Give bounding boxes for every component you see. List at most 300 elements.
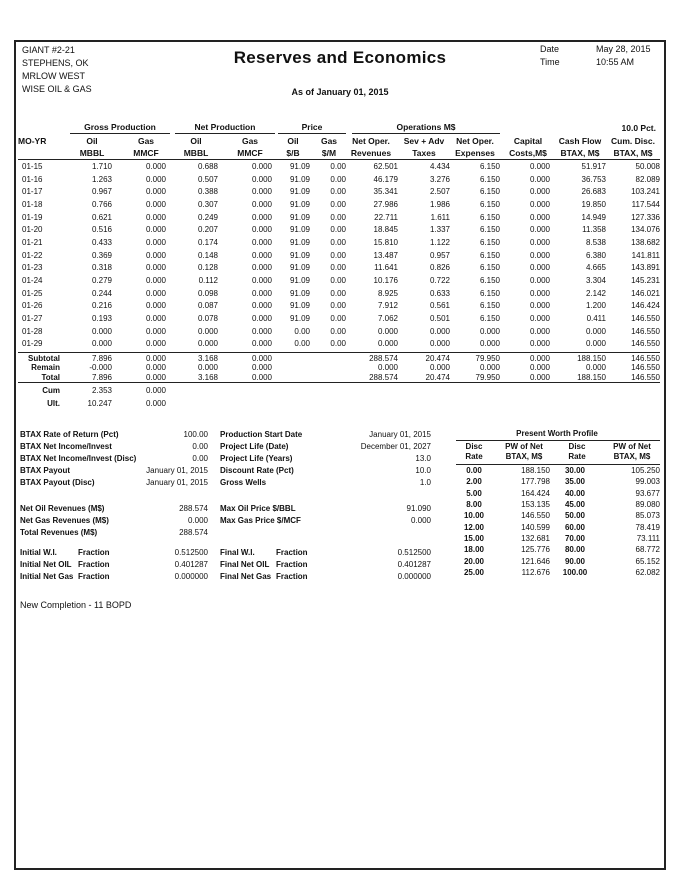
total-row	[20, 373, 660, 382]
cell: 0.621	[91, 212, 112, 222]
cell: 0.000	[529, 372, 550, 382]
column-header-line: Oil	[190, 136, 202, 146]
cell: 0.000	[251, 199, 272, 209]
cell: 0.000	[529, 250, 550, 260]
cell: 62.501	[373, 161, 398, 171]
cell: Cum	[42, 385, 60, 395]
cell: 0.957	[429, 250, 450, 260]
cell: 01-24	[22, 276, 43, 286]
cell: 146.550	[631, 354, 660, 364]
cell: 89.080	[635, 500, 660, 510]
summary-value: December 01, 2027	[360, 442, 431, 451]
cell: 146.550	[631, 363, 660, 373]
cell: 70.00	[564, 533, 586, 543]
cell: 146.550	[631, 372, 660, 382]
cell: 0.00	[294, 339, 310, 349]
cell: 6.150	[479, 187, 500, 197]
col-price-oil	[278, 135, 308, 159]
cell: 0.000	[145, 263, 166, 273]
cell: 15.810	[373, 237, 398, 247]
column-header-line: Disc	[568, 442, 586, 451]
summary-value: 288.574	[179, 504, 208, 513]
cell: 1.611	[430, 212, 450, 222]
table-row	[20, 338, 660, 351]
column-header-line: Gas	[137, 136, 155, 146]
cell: 0.216	[91, 301, 112, 311]
field-name: MRLOW WEST	[22, 71, 85, 81]
cell: 0.00	[330, 301, 346, 311]
cell: 0.000	[145, 199, 166, 209]
column-header-line: Revenues	[350, 148, 392, 158]
cell: 0.000	[251, 187, 272, 197]
cell	[310, 363, 346, 372]
group-discount-pct: 10.0 Pct.	[621, 123, 656, 133]
column-header-line: $/M	[321, 148, 337, 158]
summary-label: BTAX Payout (Disc)	[20, 478, 95, 487]
final-interest-label: Final W.I.	[220, 548, 255, 557]
final-interest-value: 0.000000	[397, 572, 431, 581]
cell: 0.000	[251, 225, 272, 235]
table-row	[20, 312, 660, 325]
cell: 35.00	[564, 477, 586, 487]
cell: 01-27	[22, 314, 43, 324]
table-row	[20, 173, 660, 186]
cell: 0.000	[145, 398, 166, 408]
cell: 127.336	[631, 212, 660, 222]
cell: 0.369	[91, 250, 112, 260]
cell: 0.516	[91, 225, 112, 235]
cell: 13.487	[373, 250, 398, 260]
interest-value: 0.000000	[174, 572, 208, 581]
cell: 7.062	[377, 314, 398, 324]
pw-col-disc-rate-2	[554, 442, 600, 462]
column-header-line: Cum. Disc.	[611, 136, 655, 146]
column-header-line: PW of Net	[613, 442, 651, 451]
cell: 50.008	[635, 161, 660, 171]
cell: 0.000	[529, 161, 550, 171]
cell: 0.207	[197, 225, 218, 235]
summary-label: Net Oil Revenues (M$)	[20, 504, 105, 513]
summary-label: BTAX Payout	[20, 466, 71, 475]
table-row	[20, 287, 660, 300]
cell: 0.000	[145, 363, 166, 373]
interest-value: 0.512500	[174, 548, 208, 557]
cell: 188.150	[577, 372, 606, 382]
cell: 4.434	[429, 161, 450, 171]
cell: 7.896	[91, 372, 112, 382]
cell: 82.089	[635, 174, 660, 184]
cell: 14.949	[581, 212, 606, 222]
cell: 0.000	[585, 363, 606, 373]
cell: 146.550	[631, 314, 660, 324]
cell: 0.000	[145, 250, 166, 260]
cell: 0.00	[294, 326, 310, 336]
cell: 91.09	[289, 187, 310, 197]
cell: 6.150	[479, 199, 500, 209]
completion-note: New Completion - 11 BOPD	[20, 600, 132, 610]
column-header-line: Gas	[320, 136, 338, 146]
cell: 0.00	[330, 161, 346, 171]
cell: 0.00	[330, 237, 346, 247]
time-label: Time	[540, 57, 560, 67]
cell: 8.925	[377, 288, 398, 298]
summary-value: 288.574	[179, 528, 208, 537]
cell: 0.128	[197, 263, 218, 273]
cell: 153.135	[521, 500, 550, 510]
cell: 01-23	[22, 263, 43, 273]
column-header-line: Oil	[86, 136, 98, 146]
cell: 0.000	[529, 237, 550, 247]
summary-label: Gross Wells	[220, 478, 267, 487]
column-header-line: Taxes	[412, 148, 436, 158]
summary-label: Total Revenues (M$)	[20, 528, 98, 537]
column-header-line: PW of Net	[505, 442, 543, 451]
cell	[310, 354, 346, 363]
table-row	[20, 223, 660, 236]
cell: 3.168	[197, 354, 218, 364]
column-header-line: MBBL	[183, 148, 209, 158]
cell: 60.00	[564, 522, 586, 532]
cell: 68.772	[635, 545, 660, 555]
cell: 91.09	[289, 288, 310, 298]
summary-label: Project Life (Date)	[220, 442, 289, 451]
cell: 0.000	[529, 288, 550, 298]
cell: 0.000	[479, 339, 500, 349]
cell: 0.318	[91, 263, 112, 273]
cell: 45.00	[564, 500, 586, 510]
cell: 18.845	[373, 225, 398, 235]
subtotal-divider	[18, 352, 660, 353]
cell: 145.231	[631, 276, 660, 286]
cell: 0.000	[529, 276, 550, 286]
cell: 2.142	[585, 288, 606, 298]
cell: 1.710	[91, 161, 112, 171]
cell: 0.411	[586, 314, 606, 324]
cell: 6.150	[479, 225, 500, 235]
final-interest-value: 0.512500	[397, 548, 431, 557]
col-gross-oil	[70, 135, 114, 159]
totals-table	[20, 354, 660, 382]
cell: 0.000	[529, 354, 550, 364]
col-net-oper-expenses	[450, 135, 500, 159]
cell: 0.00	[330, 276, 346, 286]
table-row	[20, 211, 660, 224]
summary-label: Project Life (Years)	[220, 454, 293, 463]
cell: 0.000	[377, 326, 398, 336]
cell: 146.550	[631, 339, 660, 349]
cell: 01-29	[22, 339, 43, 349]
ult-row	[20, 397, 166, 410]
pw-row	[454, 476, 660, 487]
column-header-line: Rate	[568, 452, 586, 461]
interest-unit: Fraction	[78, 548, 110, 557]
cell: 0.00	[330, 250, 346, 260]
cell: 91.09	[289, 225, 310, 235]
date-time-values	[596, 43, 651, 69]
cell: 103.241	[631, 187, 660, 197]
cell: 100.00	[562, 567, 588, 577]
column-header-line: Costs,M$	[509, 148, 547, 158]
cell: 164.424	[521, 488, 550, 498]
cell: 0.000	[529, 199, 550, 209]
report-page	[14, 40, 666, 870]
cell: 2.353	[91, 385, 112, 395]
date-label: Date	[540, 44, 560, 54]
summary-value: 91.090	[406, 504, 431, 513]
cell: 3.276	[429, 174, 450, 184]
cell: 146.550	[521, 511, 550, 521]
cum-ult-table	[20, 384, 166, 409]
cell: 112.676	[521, 567, 550, 577]
summary-value: 0.00	[192, 454, 208, 463]
cell: 0.307	[197, 199, 218, 209]
cell: 2.507	[429, 187, 450, 197]
table-row	[20, 300, 660, 313]
final-interest-unit: Fraction	[276, 548, 308, 557]
cell: 0.00	[330, 199, 346, 209]
cell: 6.150	[479, 314, 500, 324]
summary-value: 100.00	[183, 430, 208, 439]
pw-profile-table	[454, 465, 660, 578]
cell: 01-17	[22, 187, 43, 197]
cell: 146.424	[631, 301, 660, 311]
cell: 140.599	[521, 522, 550, 532]
cell: 188.150	[577, 354, 606, 364]
col-net-oil	[174, 135, 218, 159]
cell: 0.688	[197, 161, 218, 171]
cell: 0.244	[91, 288, 112, 298]
cell: 0.000	[145, 187, 166, 197]
col-cash-flow	[554, 135, 606, 159]
cell: 188.150	[521, 466, 550, 476]
column-header-line: Net Oper.	[352, 136, 390, 146]
cell: 99.003	[635, 477, 660, 487]
cell: 01-22	[22, 250, 43, 260]
operator-name: WISE OIL & GAS	[22, 84, 92, 94]
cell: 0.193	[91, 314, 112, 324]
cell: 78.419	[635, 522, 660, 532]
summary-value: 13.0	[415, 454, 431, 463]
cell: 1.122	[429, 237, 450, 247]
cell: 0.00	[330, 339, 346, 349]
cell: 0.000	[251, 276, 272, 286]
group-gross-production: Gross Production	[70, 122, 170, 134]
cell: 0.000	[529, 174, 550, 184]
cell: 138.682	[631, 237, 660, 247]
summary-label: Max Oil Price $/BBL	[220, 504, 296, 513]
total-divider	[18, 382, 660, 383]
cell: 0.000	[585, 339, 606, 349]
table-row	[20, 236, 660, 249]
cell: Remain	[31, 363, 60, 373]
summary-value: 0.000	[410, 516, 431, 525]
date-value: May 28, 2015	[596, 44, 651, 54]
pw-row	[454, 555, 660, 566]
cell: 6.150	[479, 212, 500, 222]
pw-row	[454, 510, 660, 521]
cell: 91.09	[289, 174, 310, 184]
cell: 0.174	[197, 237, 218, 247]
cell: 0.633	[429, 288, 450, 298]
cell: 0.00	[330, 225, 346, 235]
cell: 0.000	[529, 212, 550, 222]
column-header-line: BTAX, M$	[613, 148, 653, 158]
cell: 0.826	[429, 263, 450, 273]
summary-label: Max Gas Price $/MCF	[220, 516, 301, 525]
cell: 4.665	[585, 263, 606, 273]
cell: 0.507	[197, 174, 218, 184]
cell: 0.00	[330, 326, 346, 336]
summary-label: BTAX Net Income/Invest (Disc)	[20, 454, 137, 463]
cell: 0.087	[197, 301, 218, 311]
cell: 288.574	[369, 354, 398, 364]
cell: 0.000	[145, 212, 166, 222]
column-header-line: BTAX, M$	[560, 148, 600, 158]
cell: 0.000	[145, 174, 166, 184]
total-row	[20, 354, 660, 363]
pw-col-pw-net-2	[604, 442, 660, 462]
cell: 0.000	[429, 339, 450, 349]
column-header-line: Oil	[287, 136, 299, 146]
summary-value: 0.000	[187, 516, 208, 525]
cell: 01-25	[22, 288, 43, 298]
cell: 27.986	[373, 199, 398, 209]
final-interest-unit: Fraction	[276, 560, 308, 569]
cell: 0.000	[197, 339, 218, 349]
production-table	[20, 160, 660, 350]
col-sev-adv-taxes	[399, 135, 449, 159]
cell: 85.073	[635, 511, 660, 521]
cell: 0.561	[429, 301, 450, 311]
cell: 0.000	[145, 276, 166, 286]
county-state: STEPHENS, OK	[22, 58, 89, 68]
summary-value: January 01, 2015	[146, 466, 208, 475]
col-cum-disc	[608, 135, 658, 159]
summary-value: 10.0	[415, 466, 431, 475]
col-net-oper-revenues	[346, 135, 396, 159]
cell: 11.641	[374, 263, 398, 273]
cell: 22.711	[374, 212, 398, 222]
column-header-line: MO-YR	[18, 136, 47, 146]
cell: 143.891	[631, 263, 660, 273]
cell: 0.000	[251, 288, 272, 298]
cell: 46.179	[373, 174, 398, 184]
cell: 0.000	[529, 326, 550, 336]
summary-label: BTAX Net Income/Invest	[20, 442, 112, 451]
cell: 121.646	[521, 556, 550, 566]
cell: 0.000	[585, 326, 606, 336]
cell: 5.00	[466, 488, 482, 498]
column-header-line: Capital	[513, 136, 543, 146]
table-row	[20, 160, 660, 173]
table-row	[20, 262, 660, 275]
cell: 01-18	[22, 199, 43, 209]
cell: 0.000	[91, 326, 112, 336]
cell: 0.000	[145, 354, 166, 364]
pw-row	[454, 533, 660, 544]
cell: 0.000	[429, 326, 450, 336]
cell: 62.082	[635, 567, 660, 577]
cell: 0.000	[145, 225, 166, 235]
pw-row	[454, 567, 660, 578]
cell: 91.09	[289, 237, 310, 247]
cell: 6.150	[479, 237, 500, 247]
cell: 91.09	[289, 161, 310, 171]
cell: 10.247	[87, 398, 112, 408]
cell: 0.000	[251, 314, 272, 324]
cell	[272, 354, 310, 363]
cell: 0.000	[529, 339, 550, 349]
cell: 19.850	[581, 199, 606, 209]
cell: 50.00	[564, 511, 586, 521]
table-row	[20, 198, 660, 211]
cell: 7.912	[377, 301, 398, 311]
cell: 26.683	[581, 187, 606, 197]
cell: 125.776	[521, 545, 550, 555]
cell: 90.00	[564, 556, 586, 566]
interest-label: Initial Net Gas	[20, 572, 74, 581]
cell: 0.078	[197, 314, 218, 324]
cell: 6.150	[479, 301, 500, 311]
cell: 35.341	[373, 187, 398, 197]
cell: 0.00	[330, 314, 346, 324]
cell: 0.000	[529, 301, 550, 311]
column-header-line: Cash Flow	[558, 136, 602, 146]
cell: 91.09	[289, 301, 310, 311]
column-header-line: MMCF	[237, 148, 263, 158]
summary-value: 0.00	[192, 442, 208, 451]
cell: 0.766	[91, 199, 112, 209]
cell: 134.076	[631, 225, 660, 235]
cell: 0.000	[529, 225, 550, 235]
cell: 51.917	[581, 161, 606, 171]
cell: 20.474	[425, 372, 450, 382]
cell: Total	[41, 372, 60, 382]
cell: 0.000	[251, 174, 272, 184]
cell: 91.09	[289, 263, 310, 273]
cell: 01-21	[22, 237, 43, 247]
cell: 0.000	[479, 326, 500, 336]
cell: 0.000	[91, 339, 112, 349]
group-net-production: Net Production	[175, 122, 275, 134]
cell	[272, 363, 310, 372]
summary-label: Production Start Date	[220, 430, 303, 439]
cell: 0.000	[529, 363, 550, 373]
cell: 0.148	[197, 250, 218, 260]
cell: 0.000	[251, 354, 272, 364]
cell: 0.722	[429, 276, 450, 286]
cell: 01-16	[22, 174, 43, 184]
cell: 0.112	[198, 276, 218, 286]
cell: 73.111	[636, 533, 660, 543]
final-interest-label: Final Net OIL	[220, 560, 270, 569]
column-header-line: $/B	[286, 148, 300, 158]
pw-profile-title: Present Worth Profile	[516, 429, 598, 438]
summary-label: BTAX Rate of Return (Pct)	[20, 430, 119, 439]
cell: 3.304	[585, 276, 606, 286]
column-header-line: MMCF	[133, 148, 159, 158]
cell: 40.00	[564, 488, 586, 498]
cell: 65.152	[635, 556, 660, 566]
cell: 0.00	[466, 466, 482, 476]
cell: 0.000	[197, 363, 218, 373]
cell: 0.098	[197, 288, 218, 298]
cell: 0.433	[91, 237, 112, 247]
cell: 20.474	[425, 354, 450, 364]
cell: 91.09	[289, 250, 310, 260]
cell: 0.000	[145, 385, 166, 395]
cell: 0.279	[91, 276, 112, 286]
